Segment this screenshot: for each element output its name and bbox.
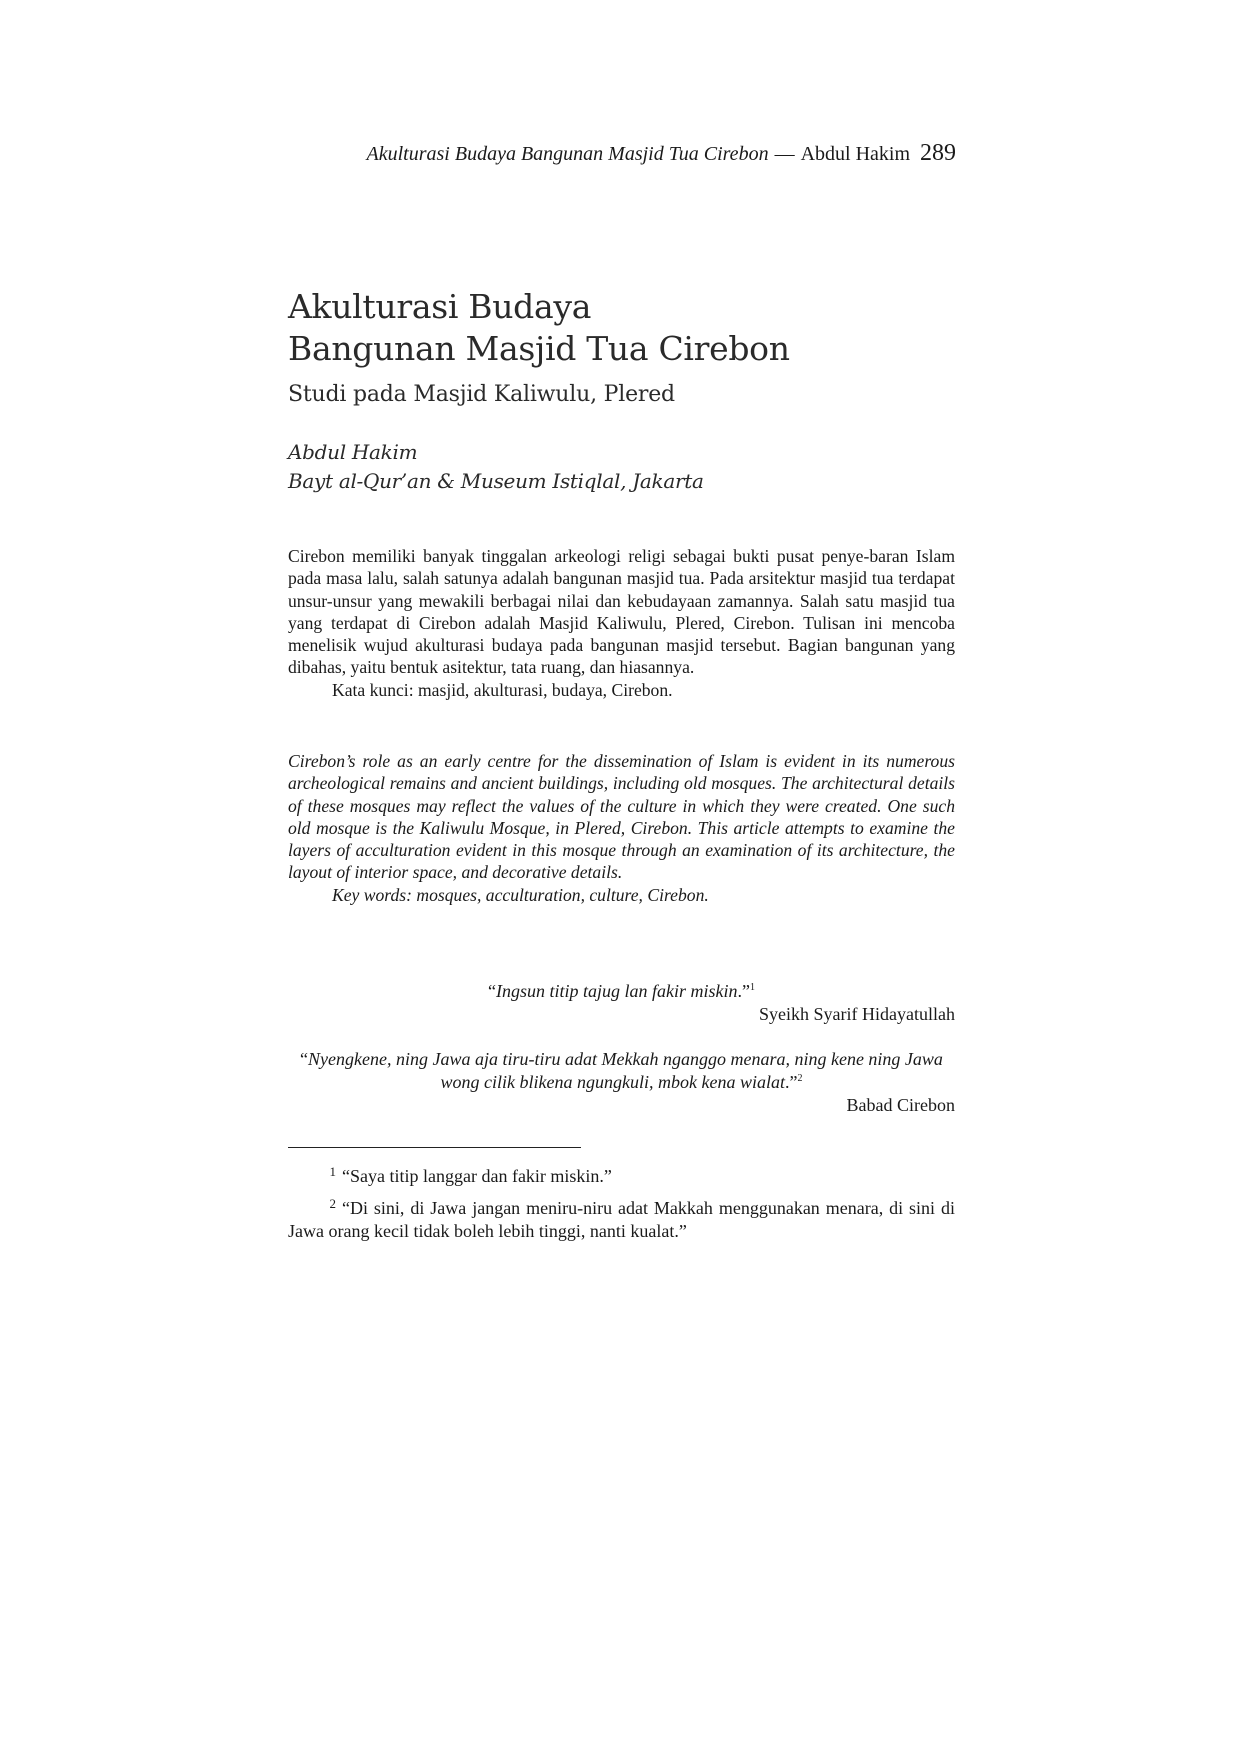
epigraph-2 (288, 1048, 955, 1117)
article-title-line-1: Akulturasi Budaya (288, 287, 592, 326)
epigraph-1-source: Syeikh Syarif Hidayatullah (759, 1004, 955, 1024)
footnote-ref-1[interactable]: 1 (750, 982, 755, 993)
abstract-indonesian-keywords: Kata kunci: masjid, akulturasi, budaya, Cirebon. (332, 679, 673, 700)
running-head-dash: — (774, 143, 795, 165)
epigraph-2-source: Babad Cirebon (846, 1095, 955, 1115)
running-head-author: Abdul Hakim (800, 143, 910, 165)
footnote-1-text: “Saya titip langgar dan fakir miskin.” (342, 1166, 612, 1186)
abstract-indonesian-text: Cirebon memiliki banyak tinggalan arkeologi religi sebagai bukti pusat penye-baran Islam pada masa lalu, salah satunya adalah bangunan masjid tua. Pada arsitektur masjid tua terdapat unsur-unsur yang mewakili berbagai nilai dan kebudayaan zamannya. Salah satu masjid tua yang terdapat di Cirebon adalah Masjid Kaliwulu, Plered, Cirebon. Tulisan ini mencoba menelisik wujud akulturasi budaya pada bangunan masjid tersebut. Bagian bangunan yang dibahas, yaitu bentuk asitektur, tata ruang, dan hiasannya. (288, 546, 955, 678)
epigraph-2-open-quote: “ (300, 1049, 309, 1069)
footnote-1-number: 1 (329, 1164, 336, 1179)
article-title-block (288, 286, 956, 410)
abstract-english-text: Cirebon’s role as an early centre for the dissemination of Islam is evident in its numerous archeological remains and ancient buildings, including old mosques. The architectural details of these mosques may reflect the values of the culture in which they were created. One such old mosque is the Kaliwulu Mosque, in Plered, Cirebon. This article attempts to examine the layers of acculturation evident in this mosque through an examination of its architecture, the layout of interior space, and decorative details. (288, 751, 955, 883)
author-affiliation: Bayt al-Qur’an & Museum Istiqlal, Jakarta (288, 469, 704, 493)
abstract-indonesian (288, 545, 955, 701)
epigraph-2-text: Nyengkene, ning Jawa aja tiru-tiru adat Mekkah nganggo menara, ning kene ning Jawa wong cilik blikena ngungkuli, mbok kena wialat (308, 1049, 943, 1092)
epigraph-1-text: Ingsun titip tajug lan fakir miskin (496, 981, 738, 1001)
epigraph-2-quote (288, 1048, 955, 1094)
footnote-2-text: “Di sini, di Jawa jangan meniru-niru adat Makkah menggunakan menara, di sini di Jawa orang kecil tidak boleh lebih tinggi, nanti kualat.” (288, 1198, 955, 1241)
footnote-2 (288, 1192, 955, 1243)
epigraph-1-open-quote: “ (488, 981, 496, 1001)
footnote-ref-2[interactable]: 2 (797, 1073, 803, 1084)
epigraph-1-quote (288, 980, 955, 1003)
footnote-divider (288, 1147, 581, 1148)
page-number: 289 (920, 140, 956, 166)
running-head-title: Akulturasi Budaya Bangunan Masjid Tua Cirebon (366, 143, 769, 165)
article-subtitle: Studi pada Masjid Kaliwulu, Plered (288, 382, 675, 407)
footnote-1 (288, 1160, 955, 1188)
abstract-english (288, 750, 955, 906)
footnote-2-number: 2 (329, 1196, 336, 1211)
abstract-english-keywords: Key words: mosques, acculturation, culture, Cirebon. (332, 884, 709, 905)
footnotes (288, 1160, 955, 1247)
article-title-line-2: Bangunan Masjid Tua Cirebon (288, 329, 790, 368)
author-block (288, 438, 956, 496)
running-head (288, 140, 956, 167)
author-name: Abdul Hakim (288, 440, 418, 464)
epigraph-2-close: .” (784, 1072, 798, 1092)
epigraph-1 (288, 980, 955, 1026)
epigraph-1-close: .” (737, 981, 750, 1001)
